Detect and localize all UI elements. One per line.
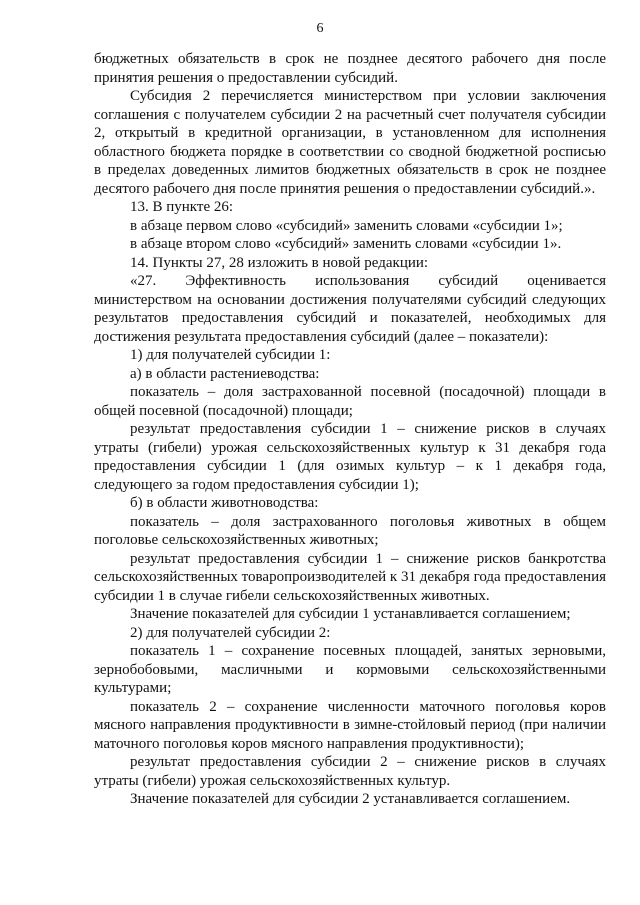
document-body	[94, 50, 606, 809]
paragraph-indicator-1: показатель 1 – сохранение посевных площадей, занятых зерновыми, зернобобовыми, масличными и кормовыми сельскохозяйственными культурами;	[94, 643, 606, 696]
paragraph-item-14: 14. Пункты 27, 28 изложить в новой редакции:	[130, 254, 429, 271]
paragraph-subsidy-2-transfer: Субсидия 2 перечисляется министерством при условии заключения соглашения с получателем субсидии 2 на расчетный счет получателя субсидии 2, открытый в кредитной организации, в установленном для исполнения областного бюджета порядке в соответствии со сводной бюджетной росписью в пределах доведенных лимитов бюджетных обязательств в срок не позднее десятого рабочего дня после принятия решения о предоставлении субсидий.».	[94, 88, 606, 197]
paragraph-subsidy-2-result: результат предоставления субсидии 2 – снижение рисков в случаях утраты (гибели) урожая сельскохозяйственных культур.	[94, 754, 606, 789]
paragraph-subsidy-2-values: Значение показателей для субсидии 2 устанавливается соглашением.	[130, 791, 571, 807]
paragraph-crop-production: а) в области растениеводства:	[130, 365, 320, 382]
paragraph-crop-indicator: показатель – доля застрахованной посевной (посадочной) площади в общей посевной (посадочной) площади;	[94, 384, 606, 419]
paragraph-first-abzac: в абзаце первом слово «субсидий» заменить словами «субсидии 1»;	[130, 217, 563, 234]
paragraph-second-abzac: в абзаце втором слово «субсидий» заменить словами «субсидии 1».	[130, 236, 562, 252]
paragraph-crop-result: результат предоставления субсидии 1 – снижение рисков в случаях утраты (гибели) урожая сельскохозяйственных культур к 31 декабря года предоставления субсидии 1 (для озимых культур – к 1 декабря года, следующего за годом предоставления субсидии 1);	[94, 421, 606, 493]
page-number: 6	[316, 21, 324, 36]
paragraph-continuation: бюджетных обязательств в срок не позднее десятого рабочего дня после принятия решения о предоставлении субсидий.	[94, 51, 606, 86]
paragraph-point-27: «27. Эффективность использования субсидий оценивается министерством на основании достижения получателями субсидий следующих результатов предоставления субсидий и показателей, необходимых для достижения результата предоставления субсидий (далее – показатели):	[94, 273, 606, 345]
paragraph-livestock-result: результат предоставления субсидии 1 – снижение рисков банкротства сельскохозяйственных товаропроизводителей к 31 декабря года предоставления субсидии 1 в случае гибели сельскохозяйственных животных.	[94, 550, 606, 604]
paragraph-livestock: б) в области животноводства:	[130, 495, 319, 511]
paragraph-subsidy-2-recipients: 2) для получателей субсидии 2:	[130, 624, 331, 641]
paragraph-item-13: 13. В пункте 26:	[130, 199, 234, 215]
paragraph-livestock-indicator: показатель – доля застрахованного поголовья животных в общем поголовье сельскохозяйственных животных;	[94, 513, 606, 548]
paragraph-subsidy-1-recipients: 1) для получателей субсидии 1:	[130, 347, 331, 363]
paragraph-subsidy-1-values: Значение показателей для субсидии 1 устанавливается соглашением;	[130, 606, 571, 622]
paragraph-indicator-2: показатель 2 – сохранение численности маточного поголовья коров мясного направления продуктивности в зимне-стойловый период (при наличии маточного поголовья коров мясного направления продуктивности);	[94, 698, 606, 752]
